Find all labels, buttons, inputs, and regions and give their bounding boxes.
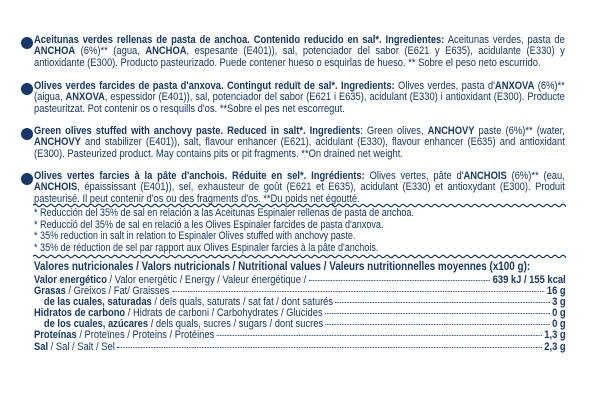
text: Olives vertes, pâte d' bbox=[364, 170, 464, 182]
bold-text: Olives verdes farcides de pasta d'anxova. Contingut reduït de sal*. Ingredients: bbox=[34, 80, 395, 92]
text: paste (6%)** (water, bbox=[474, 125, 565, 137]
bold-text: ANCHOIS bbox=[34, 181, 78, 194]
text: (6%)** (agua, bbox=[75, 45, 146, 58]
dot-leader bbox=[336, 302, 550, 303]
nutrition-row bbox=[34, 342, 566, 353]
bold-text: ANXOVA bbox=[65, 91, 105, 104]
nutrition-table bbox=[34, 260, 566, 353]
nutrient-translations: / Greixos / Fat/ Graisses bbox=[65, 285, 170, 298]
footnote-es: * Reducción del 35% de sal en relación a las Aceitunas Espinaler rellenas de pasta de anchoa. bbox=[34, 207, 414, 219]
nutrient-translations: / Proteïnes / Proteins / Protéines bbox=[76, 329, 215, 342]
nutrient-translations: / dels quals, saturats / sat fat / dont saturés bbox=[151, 296, 334, 309]
nutrient-value: 1,3 g bbox=[544, 329, 566, 342]
nutrient-translations: / Hidrats de carboni / Carbohydrates / Glucides bbox=[125, 307, 323, 320]
text: , épaississant (E401)), sel, exhausteur de goût (E621 et E635), acidulant (E330) et antioxydant (E300). Produit pasteurisé. Il peut contenir d'os ou des fragments d'os. **Du poids net égoutté. bbox=[34, 181, 565, 205]
text: and stabilizer (E401)), salt, flavour enhancer (E621), acidulant (E330), flavour enhancer (E635) and antioxidant (E300). Pasteurized product. May contains pits or pit fragments. **On drained net weight. bbox=[34, 136, 565, 160]
bullet-ca bbox=[21, 83, 33, 95]
nutrient-name: Grasas bbox=[34, 285, 66, 298]
nutrient-name: de las cuales, saturadas bbox=[43, 296, 152, 309]
text: , espesante (E401)), sal, potenciador del sabor (E621 y E635), acidulante (E330) y antioxidante (E300). Producto pasteurizado. Puede contener hueso o esquirlas de hueso. ** Sobre el peso neto escurrido. bbox=[34, 45, 565, 69]
bullet-en bbox=[21, 128, 33, 140]
text: Olives verdes, pasta d' bbox=[394, 80, 495, 92]
nutrient-value: 639 kJ / 155 kcal bbox=[492, 274, 566, 286]
nutrient-value: 3 g bbox=[552, 296, 566, 309]
footnote-en: * 35% reduction in salt in relation to Espinaler Olives stuffed with anchovy paste. bbox=[34, 230, 356, 242]
nutrient-translations: / dels quals, sucres / sugars / dont sucres bbox=[148, 318, 324, 331]
footnote-fr: * 35% de réduction de sel par rapport aux Olives Espinaler farcies à la pâte d'anchois. bbox=[34, 241, 379, 254]
bold-text: Green olives stuffed with anchovy paste. Reduced in salt*. Ingredients bbox=[34, 125, 361, 137]
nutrient-name: Valor energético bbox=[34, 274, 107, 286]
ingredients-en bbox=[34, 126, 565, 160]
bold-text: Aceitunas verdes rellenas de pasta de anchoa. Contenido reducido en sal*. Ingredientes: bbox=[34, 34, 445, 46]
dot-leader bbox=[217, 335, 542, 336]
nutrient-value: 16 g bbox=[546, 285, 566, 298]
nutrient-name: Hidratos de carbono bbox=[34, 307, 126, 320]
nutrient-translations: / Sal / Salt / Sel bbox=[48, 340, 115, 353]
text: : Green olives, bbox=[360, 125, 428, 137]
bold-text: Olives vertes farcies à la pâte d'anchois. Réduite en sel*. Ingrédients: bbox=[34, 170, 365, 182]
dot-leader bbox=[326, 324, 550, 325]
nutrient-translations: / Valor energètic / Energy / Valeur énergétique / bbox=[106, 274, 307, 286]
ingredients-fr bbox=[34, 171, 565, 205]
dot-leader bbox=[309, 280, 491, 281]
nutrient-name: Sal bbox=[34, 340, 49, 353]
nutrition-header: Valores nutricionales / Valors nutricionals / Nutritional values / Valeurs nutritionnelles moyennes (x100 g): bbox=[34, 259, 531, 273]
bold-text: ANCHOA bbox=[145, 45, 187, 58]
text: , espessidor (E401)), sal, potenciador del sabor (E621 i E635), acidulant (E330) i antioxidant (E300). Producte pasteuritzat. Pot contenir os o resquills d'os. **Sobre el pes net escorregut. bbox=[34, 91, 565, 115]
bold-text: ANCHOVY bbox=[34, 136, 81, 149]
text: Aceitunas verdes, pasta de bbox=[444, 34, 565, 46]
dot-leader bbox=[117, 347, 542, 348]
ingredients-ca bbox=[34, 81, 565, 115]
text: (6%)** (aigua, bbox=[34, 80, 565, 104]
nutrient-name: Proteínas bbox=[34, 329, 77, 342]
bold-text: ANCHOVY bbox=[427, 125, 475, 137]
dot-leader bbox=[172, 291, 544, 292]
nutrient-value: 0 g bbox=[552, 318, 566, 331]
bullet-es bbox=[21, 37, 33, 49]
footnote-ca: * Reducció del 35% de sal en relació a les Olives Espinaler farcides de pasta d'anxova. bbox=[34, 218, 384, 231]
bold-text: ANXOVA bbox=[494, 80, 535, 92]
nutrient-name: de los cuales, azúcares bbox=[43, 318, 149, 331]
nutrient-value: 2,3 g bbox=[544, 340, 566, 353]
nutrient-value: 0 g bbox=[552, 307, 566, 320]
bullet-fr bbox=[21, 173, 33, 185]
dot-leader bbox=[325, 313, 550, 314]
ingredients-es bbox=[34, 35, 565, 69]
text: (6%)** (eau, bbox=[506, 170, 565, 182]
bold-text: ANCHOA bbox=[34, 45, 76, 58]
nutrient-label bbox=[34, 342, 115, 353]
bold-text: ANCHOIS bbox=[463, 170, 507, 182]
